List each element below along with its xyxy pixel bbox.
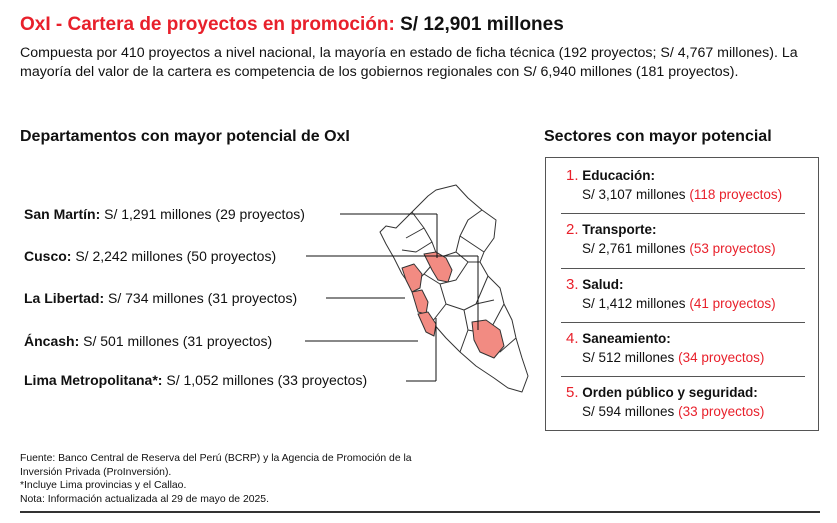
sector-name: Orden público y seguridad: [582,385,758,400]
sector-amount: S/ 512 millones [582,350,675,365]
sector-item [566,275,810,313]
footnotes [20,452,440,506]
dept-detail: S/ 501 millones (31 proyectos) [83,333,273,349]
dept-detail: S/ 1,052 millones (33 proyectos) [166,372,368,388]
source-note: Fuente: Banco Central de Reserva del Perú (BCRP) y la Agencia de Promoción de la Inversión Privada (ProInversión). [20,453,412,478]
dept-detail: S/ 734 millones (31 proyectos) [108,290,298,306]
sector-projects: (34 proyectos) [678,350,765,365]
sector-name: Salud: [582,277,624,292]
sector-divider [561,268,805,269]
update-note: Nota: Información actualizada al 29 de mayo de 2025. [20,493,269,505]
sector-amount: S/ 594 millones [582,404,675,419]
bottom-divider [20,511,820,513]
title-prefix: OxI - Cartera de proyectos en promoción: [20,14,395,35]
dept-detail: S/ 1,291 millones (29 proyectos) [104,206,305,222]
sectors-box [545,157,819,431]
dept-detail: S/ 2,242 millones (50 proyectos) [75,248,277,264]
sector-item [566,220,810,258]
dept-name: La Libertad: [24,290,105,306]
dept-name: San Martín: [24,206,101,222]
sector-name: Educación: [582,168,656,183]
summary-paragraph: Compuesta por 410 proyectos a nivel nacional, la mayoría en estado de ficha técnica (192 proyectos; S/ 4,767 millones). La mayoría del valor de la cartera es competencia de los gobiernos regionales con S/ 6,940 millones (181 proyectos). [20,45,798,80]
sector-number: 2. [566,221,579,238]
dept-name: Lima Metropolitana*: [24,372,163,388]
sector-number: 5. [566,384,579,401]
sector-number: 3. [566,276,579,293]
sector-divider [561,322,805,323]
dept-name: Cusco: [24,248,72,264]
sector-amount: S/ 1,412 millones [582,296,686,311]
sector-divider [561,213,805,214]
sector-amount: S/ 2,761 millones [582,241,686,256]
sector-projects: (41 proyectos) [689,296,776,311]
sector-projects: (118 proyectos) [689,187,783,202]
sector-item [566,329,810,367]
departments-heading: Departamentos con mayor potencial de OxI [20,128,350,145]
lima-note: *Incluye Lima provincias y el Callao. [20,480,187,491]
sector-name: Saneamiento: [582,331,671,346]
sector-number: 4. [566,330,579,347]
sector-projects: (53 proyectos) [689,241,776,256]
sector-amount: S/ 3,107 millones [582,187,686,202]
dept-name: Áncash: [24,333,80,349]
sector-projects: (33 proyectos) [678,404,765,419]
title-amount: S/ 12,901 millones [400,14,564,35]
sector-divider [561,376,805,377]
sector-item [566,383,810,421]
sector-item [566,166,810,204]
sectors-heading: Sectores con mayor potencial [544,128,772,145]
sector-number: 1. [566,167,579,184]
sector-name: Transporte: [582,222,657,237]
